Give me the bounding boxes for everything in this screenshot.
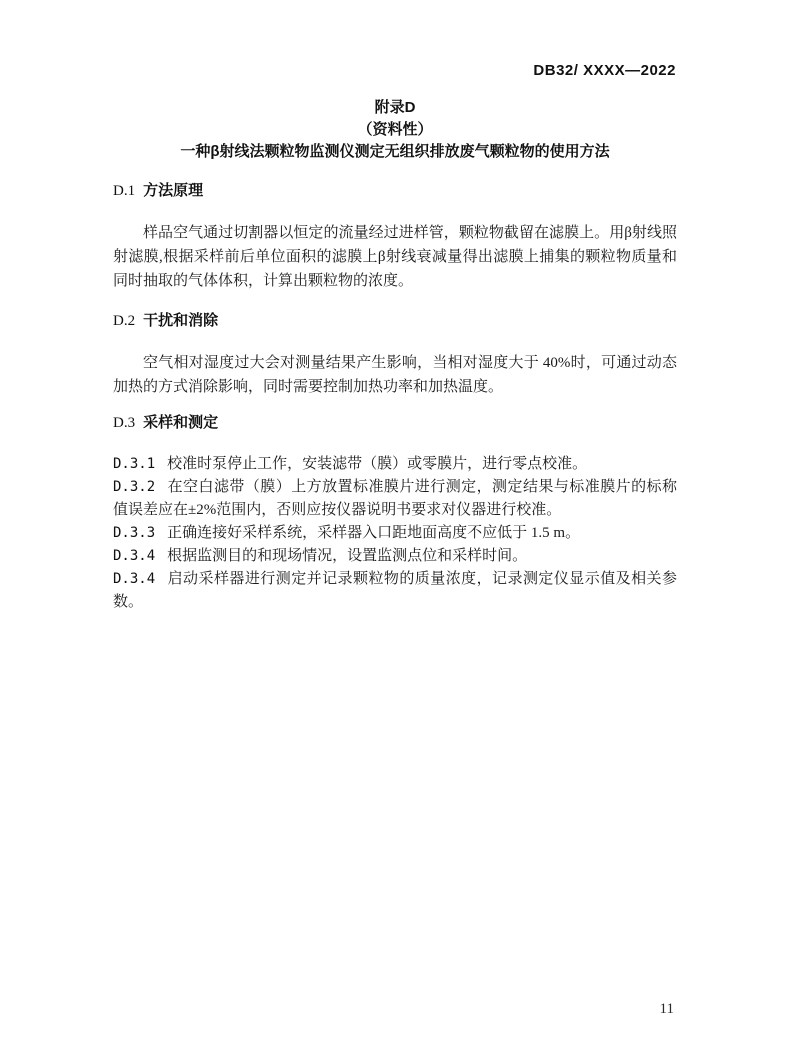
clause-text: 在空白滤带（膜）上方放置标准膜片进行测定，测定结果与标准膜片的标称值误差应在±2%范围内，否则应按仪器说明书要求对仪器进行校准。 (113, 479, 677, 518)
appendix-label: 附录D (374, 99, 416, 116)
section-title: 干扰和消除 (143, 312, 219, 329)
section-d1-paragraph: 样品空气通过切割器以恒定的流量经过进样管，颗粒物截留在滤膜上。用β射线照射滤膜,根据采样前后单位面积的滤膜上β射线衰减量得出滤膜上捕集的颗粒物质量和同时抽取的气体体积，计算出颗粒物的浓度。 (113, 225, 677, 289)
appendix-title-block (113, 100, 677, 159)
section-title: 方法原理 (143, 182, 204, 199)
clause-text: 启动采样器进行测定并记录颗粒物的质量浓度，记录测定仪显示值及相关参数。 (113, 571, 677, 610)
clause-number: D.3.4 (113, 548, 156, 564)
clause-number: D.3.1 (113, 456, 156, 472)
section-heading-d3 (113, 415, 677, 431)
clause-text: 校准时泵停止工作，安装滤带（膜）或零膜片，进行零点校准。 (167, 456, 588, 472)
section-number: D.1 (113, 183, 136, 199)
page-content (113, 100, 677, 614)
appendix-title: 一种β射线法颗粒物监测仪测定无组织排放废气颗粒物的使用方法 (180, 143, 610, 160)
clause-item (113, 522, 677, 545)
clause-text: 正确连接好采样系统，采样器入口距地面高度不应低于 1.5 m。 (167, 525, 581, 541)
appendix-type: （资料性） (357, 121, 433, 138)
clause-item (113, 476, 677, 522)
clause-list (113, 453, 677, 614)
clause-number: D.3.2 (113, 479, 156, 495)
clause-number: D.3.4 (113, 571, 156, 587)
document-number-header: DB32/ XXXX—2022 (533, 62, 676, 79)
section-heading-d1 (113, 183, 677, 199)
section-d2-paragraph: 空气相对湿度过大会对测量结果产生影响，当相对湿度大于 40%时，可通过动态加热的方式消除影响，同时需要控制加热功率和加热温度。 (113, 355, 677, 395)
section-title: 采样和测定 (143, 414, 219, 431)
clause-number: D.3.3 (113, 525, 156, 541)
section-number: D.2 (113, 313, 136, 329)
clause-item (113, 568, 677, 614)
section-heading-d2 (113, 313, 677, 329)
clause-text: 根据监测目的和现场情况，设置监测点位和采样时间。 (167, 548, 528, 564)
section-number: D.3 (113, 415, 136, 431)
clause-item (113, 453, 677, 476)
page-number: 11 (659, 1001, 674, 1017)
clause-item (113, 545, 677, 568)
